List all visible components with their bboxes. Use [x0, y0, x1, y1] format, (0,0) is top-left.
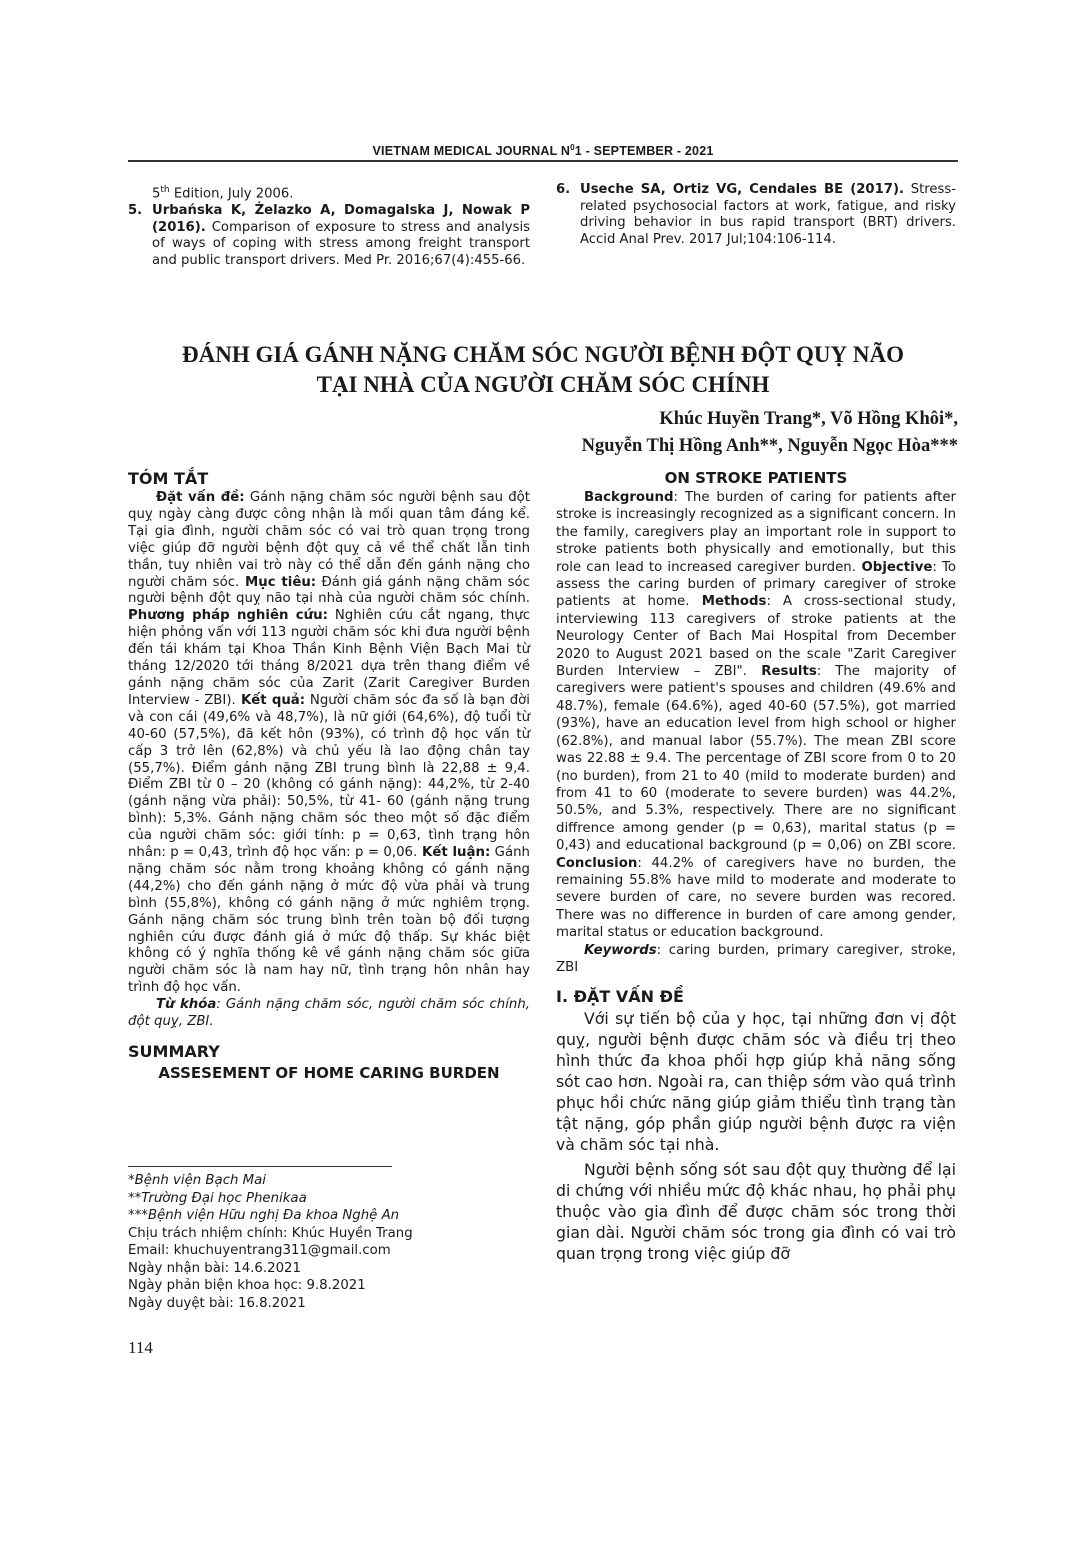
ref-continuation: 5th Edition, July 2006.: [152, 185, 294, 202]
reference-item: 5. Urbańska K, Żelazko A, Domagalska J, Nowak P (2016). Comparison of exposure to stress and analysis of ways of coping with stress among freight transport and public transport drivers. Med Pr. 2016;67(4):455-66.: [128, 202, 530, 268]
review-date: Ngày phản biện khoa học: 9.8.2021: [128, 1278, 366, 1293]
left-column: [128, 468, 530, 1084]
received-date: Ngày nhận bài: 14.6.2021: [128, 1260, 301, 1276]
author-list: Khúc Huyền Trang*, Võ Hồng Khôi*, Nguyễn Thị Hồng Anh**, Nguyễn Ngọc Hòa***: [581, 409, 958, 456]
summary-title-cont: ON STROKE PATIENTS: [664, 469, 848, 487]
references-left: [128, 182, 530, 269]
header-rule: [128, 160, 958, 162]
intro-paragraph: Người bệnh sống sót sau đột quỵ thường để lại di chứng với nhiều mức độ khác nhau, họ phải phụ thuộc vào gia đình để được chăm sóc trong thời gian dài. Người chăm sóc trong gia đình có vai trò quan trọng trong việc giúp đỡ: [556, 1160, 956, 1264]
abstract-vi-keywords: Từ khóa: Gánh nặng chăm sóc, người chăm sóc chính, đột quỵ, ZBI.: [128, 997, 530, 1030]
abstract-en-body: Background: The burden of caring for patients after stroke is increasingly recognized as a significant concern. In the family, caregivers play an important role in support to stroke patients both physically and emotionally, but this role can lead to increased caregiver burden. Objective: To assess the caring burden of primary caregiver of stroke patients at home. Methods: A cross-sectional study, interviewing 113 caregivers of stroke patients at the Neurology Center of Bach Mai Hospital from December 2020 to August 2021 based on the scale "Zarit Caregiver Burden Interview – ZBI". Results: The majority of caregivers were patient's spouses and children (49.6% and 48.7%), female (64.6%), aged 40-60 (57.5%), got married (93%), have an education level from high school or higher (62.8%), and manual labor (55.7%). The mean ZBI score was 22.88 ± 9.4. The percentage of ZBI score from 0 to 20 (no burden), from 21 to 40 (mild to moderate burden) and from 41 to 60 (moderate to severe burden) was 44.2%, 50.5%, and 5.3%, respectively. There are no significant diffrence among gender (p = 0,63), marital status (p = 0,43) and educational background (p = 0,06) on ZBI score. Conclusion: 44.2% of caregivers have no burden, the remaining 55.8% have mild to moderate and moderate to severe burden of care, no severe burden was recored. There was no difference in burden of care among gender, marital status or education background.: [556, 490, 956, 941]
abstract-en-keywords: Keywords: caring burden, primary caregiver, stroke, ZBI: [556, 942, 956, 975]
affiliation-note: **Trường Đại học Phenikaa: [128, 1190, 307, 1206]
intro-heading: I. ĐẶT VẤN ĐỀ: [556, 987, 684, 1007]
intro-paragraph: Với sự tiến bộ của y học, tại những đơn vị đột quỵ, người bệnh được chăm sóc và điều trị theo hình thức đa khoa phối hợp giúp khả năng sống sót cao hơn. Ngoài ra, can thiệp sớm vào quá trình phục hồi chức năng giúp giảm thiểu tình trạng tàn tật nặng, góp phần giúp người bệnh được ra viện và chăm sóc tại nhà.: [556, 1009, 956, 1155]
affiliation-note: *Bệnh viện Bạch Mai: [128, 1173, 266, 1188]
corresponding-author: Chịu trách nhiệm chính: Khúc Huyền Trang: [128, 1225, 413, 1241]
summary-heading: SUMMARY: [128, 1042, 220, 1061]
page-number: 114: [128, 1338, 153, 1357]
reference-item: 6. Useche SA, Ortiz VG, Cendales BE (2017). Stress-related psychosocial factors at work, fatigue, and risky driving behavior in bus rapid transport (BRT) drivers. Accid Anal Prev. 2017 Jul;104:106-114.: [556, 182, 956, 247]
email: Email: khuchuyentrang311@gmail.com: [128, 1243, 391, 1258]
abstract-vi-heading: TÓM TẮT: [128, 469, 209, 488]
affiliation-note: ***Bệnh viện Hữu nghị Đa khoa Nghệ An: [128, 1208, 400, 1223]
article-title: ĐÁNH GIÁ GÁNH NẶNG CHĂM SÓC NGƯỜI BỆNH ĐỘT QUỴ NÃO TẠI NHÀ CỦA NGƯỜI CHĂM SÓC CHÍNH: [182, 342, 904, 397]
right-column: [556, 468, 956, 1264]
footnotes: [128, 1172, 548, 1312]
journal-header: VIETNAM MEDICAL JOURNAL $N^01$ - SEPTEMBER - 2021: [372, 143, 714, 159]
summary-title: ASSESEMENT OF HOME CARING BURDEN: [158, 1064, 500, 1082]
accepted-date: Ngày duyệt bài: 16.8.2021: [128, 1295, 306, 1311]
references-right: [556, 182, 956, 248]
footnote-rule: [128, 1166, 392, 1167]
abstract-vi-body: Đặt vấn đề: Gánh nặng chăm sóc người bệnh sau đột quỵ ngày càng được công nhận là mối quan tâm đáng kể. Tại gia đình, người chăm sóc có vai trò quan trọng trong việc giúp đỡ người bệnh đột quỵ cả về thể chất lẫn tinh thần, tuy nhiên vai trò này có thể dẫn đến gánh nặng cho người chăm sóc. Mục tiêu: Đánh giá gánh nặng chăm sóc người bệnh đột quỵ não tại nhà của người chăm sóc chính. Phương pháp nghiên cứu: Nghiên cứu cắt ngang, thực hiện phỏng vấn với 113 người chăm sóc khi đưa người bệnh đến tái khám tại Khoa Thần Kinh Bệnh Viện Bạch Mai từ tháng 12/2020 tới tháng 8/2021 dựa trên thang điểm về gánh nặng chăm sóc của Zarit (Zarit Caregiver Burden Interview - ZBI). Kết quả: Người chăm sóc đa số là bạn đời và con cái (49,6% và 48,7%), là nữ giới (64,6%), độ tuổi từ 40-60 (57,5%), đã kết hôn (93%), có trình độ học vấn từ cấp 3 trở lên (62,8%) và chủ yếu là lao động chân tay (55,7%). Điểm gánh nặng ZBI trung bình là 22,88 ± 9,4. Điểm ZBI từ 0 – 20 (không có gánh nặng): 44,2%, từ 2-40 (gánh nặng vừa phải): 50,5%, từ 41- 60 (gánh nặng trung bình): 5,3%. Gánh nặng chăm sóc theo một số đặc điểm của người chăm sóc: giới tính: p = 0,63, tình trạng hôn nhân: p = 0,43, trình độ học vấn: p = 0,06. Kết luận: Gánh nặng chăm sóc nằm trong khoảng không có gánh nặng (44,2%) cho đến gánh nặng ở mức độ vừa phải và trung bình (55,8%), không có gánh nặng ở mức nghiêm trọng. Gánh nặng chăm sóc trung bình trên toàn bộ đối tượng nghiên cứu được đánh giá ở mức độ thấp. Sự khác biệt không có ý nghĩa thống kê về gánh nặng chăm sóc giữa người chăm sóc là nam hay nữ, tình trạng hôn nhân hay trình độ học vấn.: [128, 490, 530, 996]
